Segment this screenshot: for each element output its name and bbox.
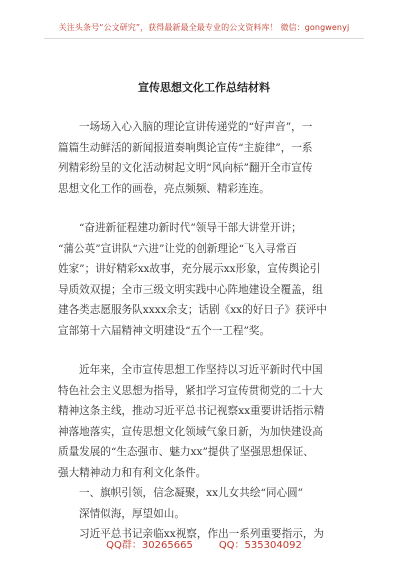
paragraph-line: “蒲公英”宣讲队“六进”让党的创新理论“飞入寻常百 <box>58 242 297 255</box>
paragraph-line: 质量发展的“生态强市、魅力xx”提供了坚强思想保证、 <box>58 446 314 458</box>
footer-contact <box>0 536 408 551</box>
header-promo-text: 关注头条号“公文研究”，获得最新最全最专业的公文资料库！ 微信：gongwenyj <box>58 23 350 32</box>
section-subheading: 深情似海，厚望如山。 <box>79 507 185 520</box>
paragraph-line: 精神这条主线，推动习近平总书记视察xx重要讲话指示精 <box>58 405 325 417</box>
footer-qq-group: QQ群：30265665 <box>106 540 193 551</box>
paragraph-line: 宣部第十六届精神文明建设“五个一工程”奖。 <box>58 324 271 337</box>
paragraph-line: 特色社会主义思想为指导，紧扣学习宣传贯彻党的二十大 <box>58 384 323 397</box>
header-divider <box>44 38 364 39</box>
paragraph-gap <box>58 341 349 360</box>
paragraph-line: 近年来，全市宣传思想工作坚持以习近平新时代中国 <box>79 364 323 376</box>
paragraph-line: 思想文化工作的画卷，亮点频频、精彩连连。 <box>58 182 270 195</box>
document-body <box>58 117 349 545</box>
section-heading: 一、旗帜引领，信念凝聚，xx儿女共绘“同心圆” <box>79 487 304 499</box>
paragraph-line: 篇篇生动鲜活的新闻报道奏响舆论宣传“主旋律”，一系 <box>58 141 313 154</box>
footer-qq-number: QQ：535304092 <box>218 540 302 551</box>
paragraph-line: 姓家”；讲好精彩xx故事，充分展示xx形象，宣传舆论引 <box>58 263 321 275</box>
paragraph-2 <box>58 218 349 341</box>
paragraph-line: 导质效双提；全市三级文明实践中心阵地建设全覆盖，组 <box>58 283 323 296</box>
paragraph-3 <box>58 360 349 483</box>
paragraph-line: 建各类志愿服务队xxxx余支；话剧《xx的好日子》获评中 <box>58 304 327 316</box>
paragraph-1 <box>58 117 349 199</box>
paragraph-line: 一场场入心入脑的理论宣讲传递党的“好声音”，一 <box>79 121 313 133</box>
paragraph-line: 列精彩纷呈的文化活动树起文明“风向标”翻开全市宣传 <box>58 162 313 174</box>
paragraph-gap <box>58 199 349 218</box>
paragraph-line: “奋进新征程建功新时代”领导干部大讲堂开讲； <box>79 222 302 234</box>
paragraph-line: 习近平总书记亲临xx视察，作出一系列重要指示，为 <box>79 528 325 540</box>
paragraph-line: 强大精神动力和有利文化条件。 <box>58 466 207 479</box>
document-title: 宣传思想文化工作总结材料 <box>138 81 270 94</box>
paragraph-line: 神落地落实，宣传思想文化领域气象日新，为加快建设高 <box>58 425 323 438</box>
